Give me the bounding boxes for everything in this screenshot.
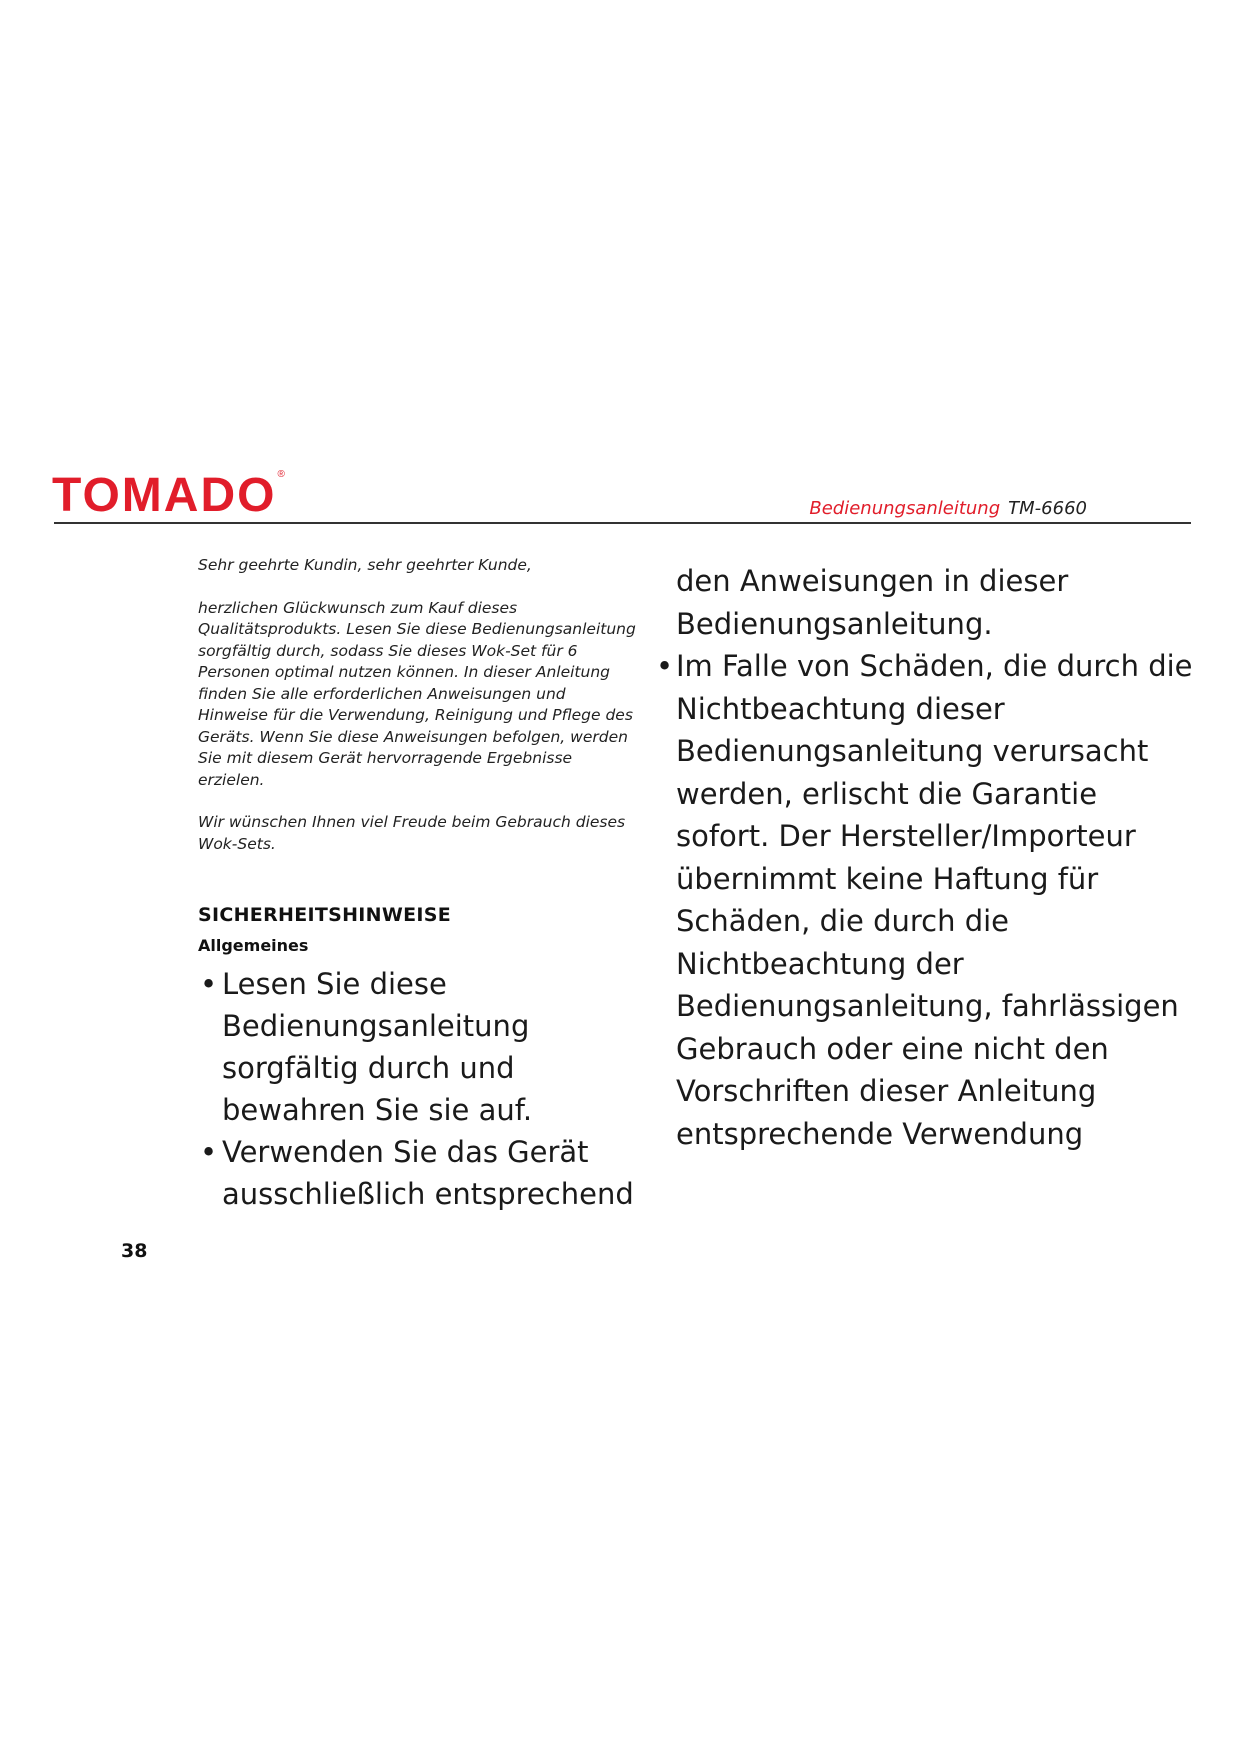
header-divider — [54, 522, 1191, 524]
bullet-icon: • — [656, 649, 674, 683]
right-column — [658, 560, 1198, 1155]
greeting: Sehr geehrte Kundin, sehr geehrter Kunde, — [198, 556, 532, 574]
brand-name: TOMADO — [52, 469, 277, 522]
intro-body: herzlichen Glückwunsch zum Kauf dieses Qualitätsprodukts. Lesen Sie diese Bedienungsanleitung sorgfältig durch, sodass Sie dieses Wok-Set für 6 Personen optimal nutzen können. In dieser Anleitung finden Sie alle erforderlichen Anweisungen und Hinweise für die Verwendung, Reinigung und Pflege des Geräts. Wenn Sie diese Anweisungen befolgen, werden Sie mit diesem Gerät hervorragende Ergebnisse erzielen. — [198, 598, 636, 789]
list-item-text: Lesen Sie diese Bedienungsanleitung sorgfältig durch und bewahren Sie sie auf. — [222, 967, 533, 1127]
left-column — [198, 555, 638, 1215]
registered-mark: ® — [277, 469, 287, 480]
list-item — [198, 1131, 638, 1215]
bullet-icon: • — [200, 1135, 218, 1169]
list-item — [198, 963, 638, 1131]
brand-logo — [52, 469, 287, 522]
subsection-title: Allgemeines — [198, 936, 309, 955]
intro-closing: Wir wünschen Ihnen viel Freude beim Gebrauch dieses Wok-Sets. — [198, 813, 626, 853]
page-number: 38 — [121, 1240, 148, 1262]
list-item-text: Im Falle von Schäden, die durch die Nichtbeachtung dieser Bedienungsanleitung verursacht werden, erlischt die Garantie sofort. Der Hersteller/Importeur übernimmt keine Haftung für Schäden, die durch die Nichtbeachtung der Bedienungsanleitung, fahrlässigen Gebrauch oder eine nicht den Vorschriften dieser Anleitung entsprechende Verwendung — [676, 649, 1193, 1151]
manual-title: Bedienungsanleitung — [809, 498, 1001, 519]
list-item-text: Verwenden Sie das Gerät ausschließlich entsprechend — [222, 1135, 634, 1211]
section-title: SICHERHEITSHINWEISE — [198, 904, 452, 926]
document-header — [809, 498, 1087, 519]
intro-text — [198, 555, 638, 855]
safety-list — [198, 963, 638, 1215]
list-item — [658, 645, 1198, 1155]
model-number: TM-6660 — [1008, 498, 1087, 519]
list-item-continuation: den Anweisungen in dieser Bedienungsanleitung. — [676, 564, 1069, 641]
bullet-icon: • — [200, 967, 218, 1001]
